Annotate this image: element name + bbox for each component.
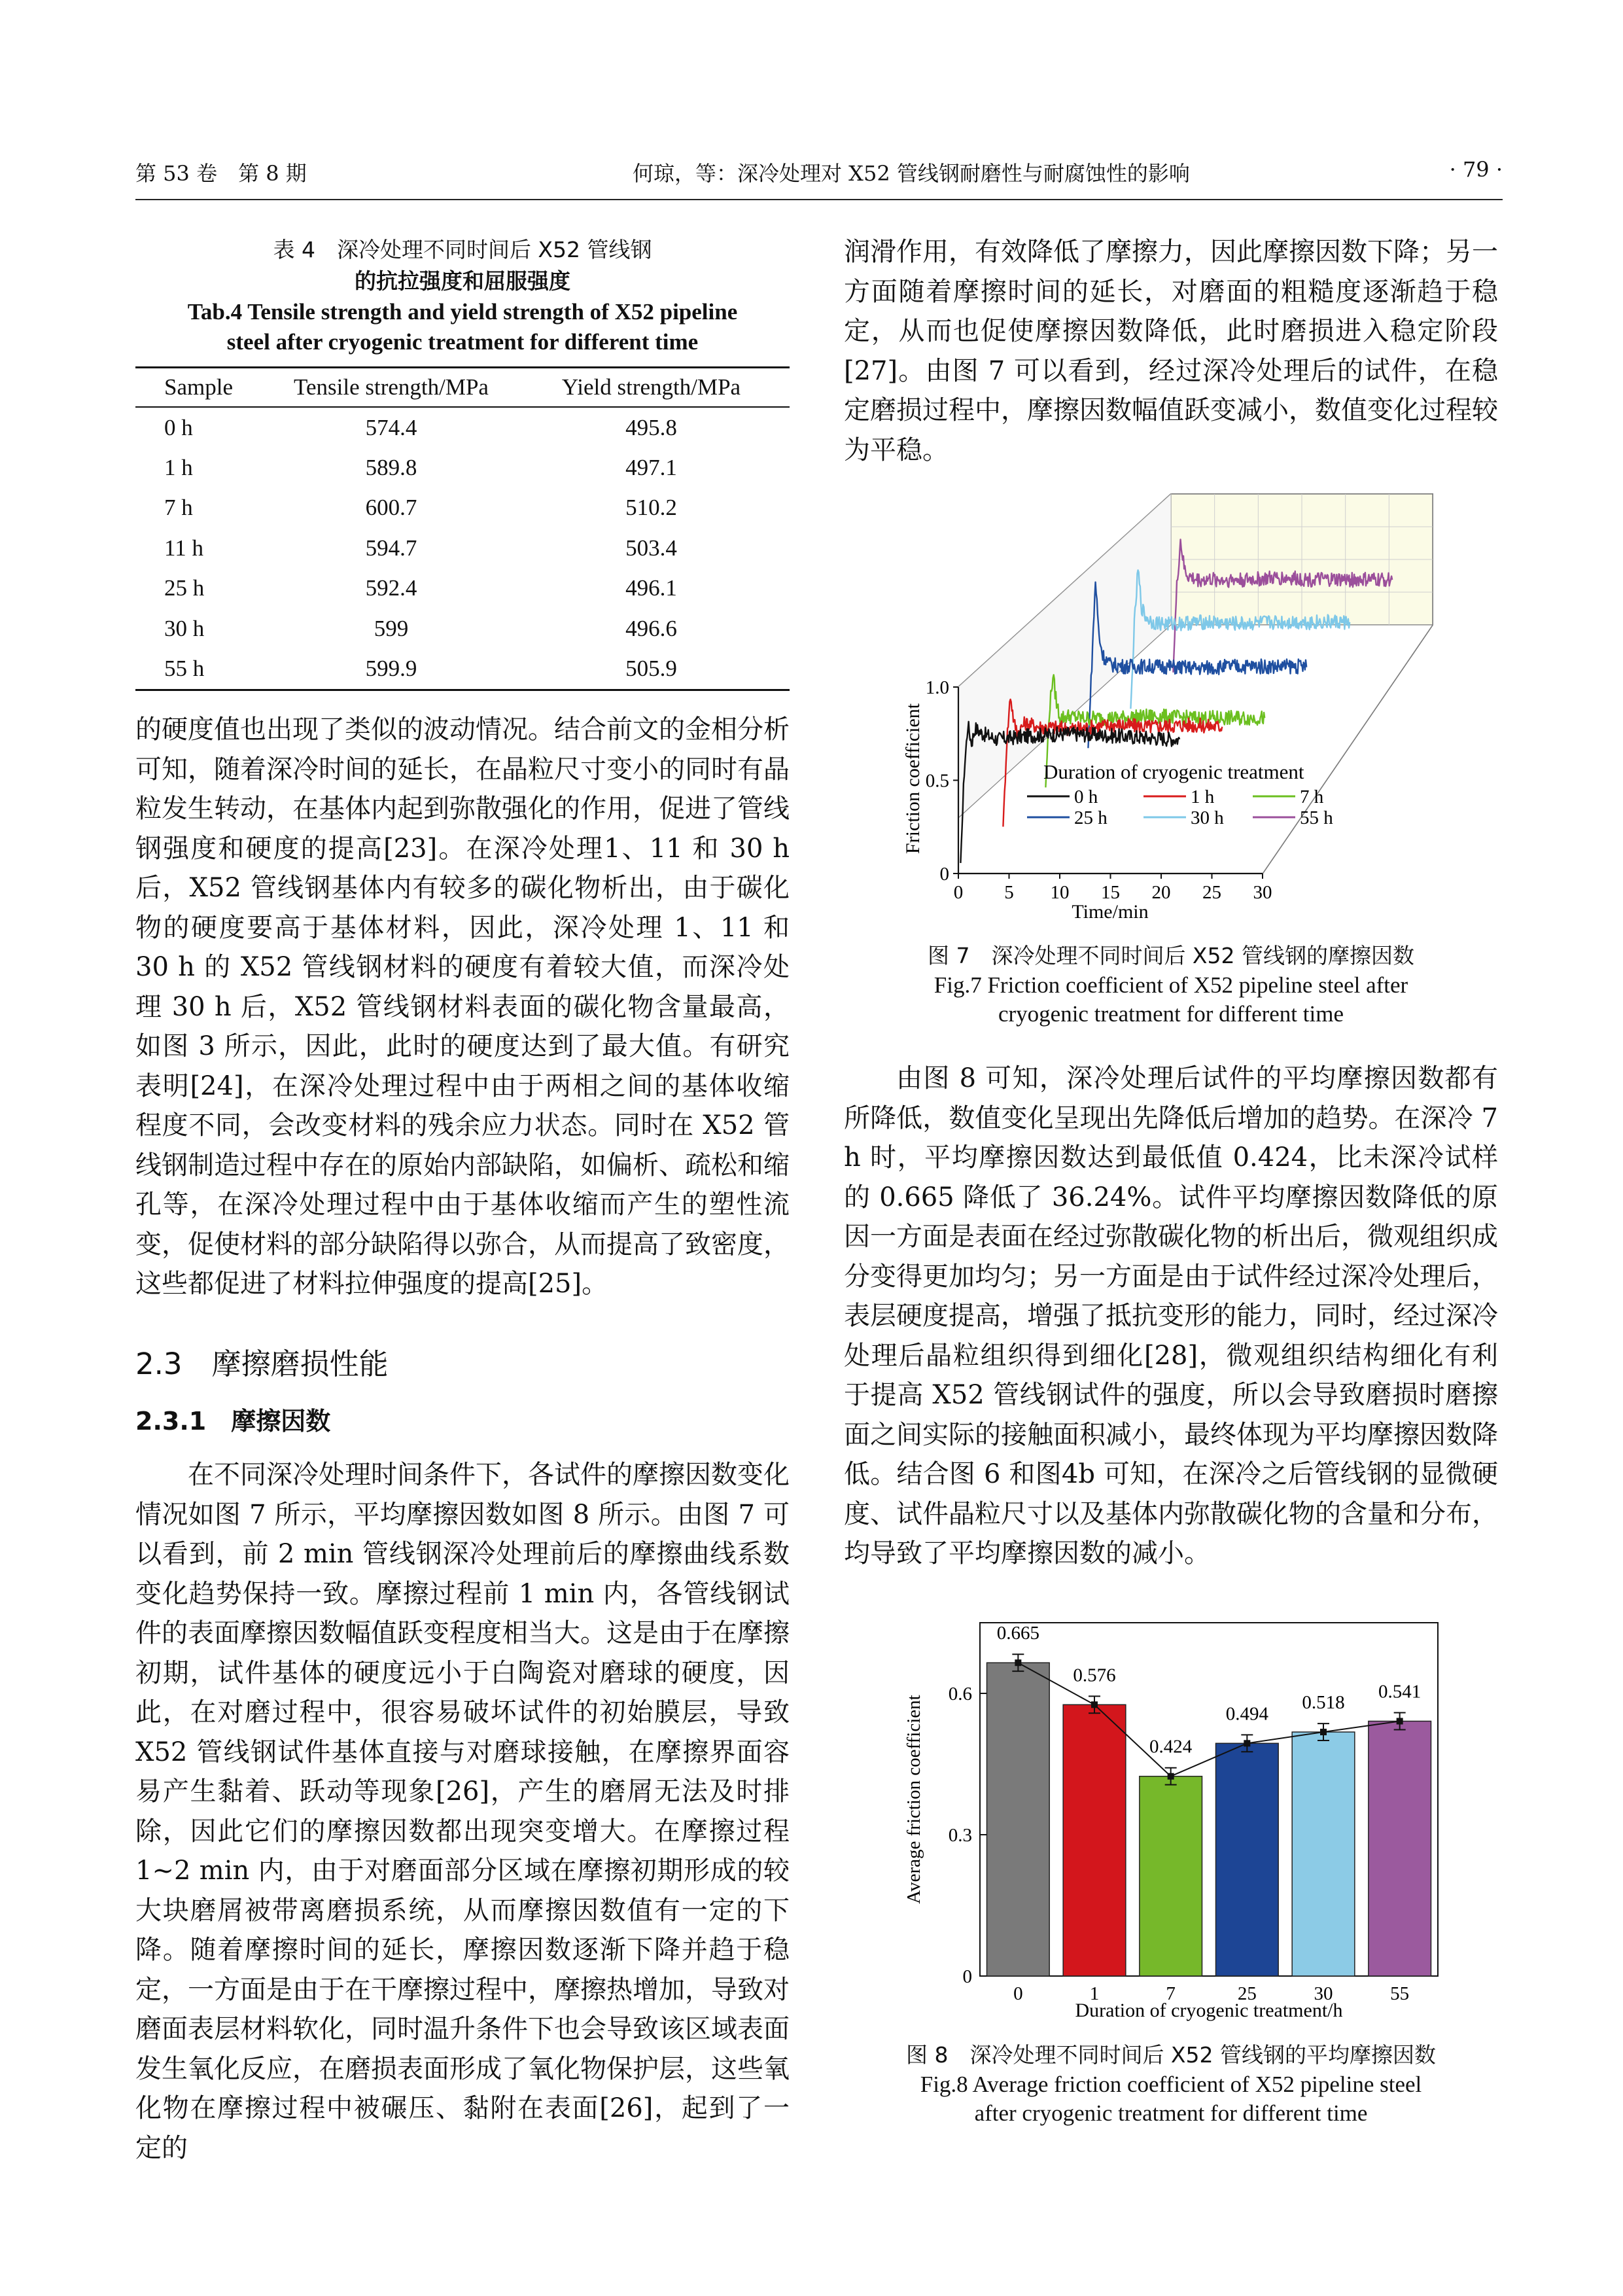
bar-value-label: 0.541 xyxy=(1378,1681,1422,1703)
cell-tensile: 599.9 xyxy=(270,648,513,690)
left-paragraph-2 xyxy=(135,1455,790,2168)
figure-8-caption-en-1: Fig.8 Average friction coefficient of X52 pipeline steel xyxy=(920,2072,1422,2097)
figure-7-caption xyxy=(844,941,1498,1029)
cell-tensile: 592.4 xyxy=(365,575,417,601)
figure-7-caption-en-2: cryogenic treatment for different time xyxy=(998,1001,1344,1027)
cell-tensile: 574.4 xyxy=(365,414,417,440)
figure-8-caption-en-2: after cryogenic treatment for different time xyxy=(974,2100,1368,2126)
header-rule xyxy=(135,199,1503,200)
legend-label: 1 h xyxy=(1191,786,1215,807)
y-axis-label: Average friction coefficient xyxy=(903,1695,924,1904)
bar-value-label: 0.576 xyxy=(1073,1665,1116,1686)
data-point xyxy=(1168,1773,1174,1780)
data-point xyxy=(1015,1659,1021,1666)
cell-yield: 510.2 xyxy=(625,495,677,521)
cell-sample: 11 h xyxy=(164,535,203,561)
bar xyxy=(1140,1776,1202,1976)
paragraph-text: 润滑作用，有效降低了摩擦力，因此摩擦因数下降；另一方面随着摩擦时间的延长，对磨面的粗糙度逐渐趋于稳定，从而也促使摩擦因数降低，此时磨损进入稳定阶段[27]。由图 7 可以看到，经过深冷处理后的试件，在稳定磨损过程中，摩擦因数幅值跃变减小，数值变化过程较为平稳。 xyxy=(844,237,1498,465)
page-header xyxy=(135,157,1503,196)
page-number: · 79 · xyxy=(1449,157,1503,182)
x-tick-label: 55 xyxy=(1390,1983,1410,2004)
cell-yield: 497.1 xyxy=(625,455,677,481)
x-tick-label: 0 xyxy=(1013,1983,1023,2004)
table-4 xyxy=(135,366,790,691)
bar-value-label: 0.518 xyxy=(1302,1692,1345,1714)
table-header-row xyxy=(135,368,790,408)
x-tick-label: 10 xyxy=(1050,882,1070,903)
legend-label: 30 h xyxy=(1191,807,1224,828)
cell-tensile: 589.8 xyxy=(365,455,417,481)
running-title: 何琼，等：深冷处理对 X52 管线钢耐磨性与耐腐蚀性的影响 xyxy=(633,161,1190,186)
y-tick-label: 0 xyxy=(939,864,949,885)
x-tick-label: 1 xyxy=(1089,1983,1100,2004)
x-axis-label: Time/min xyxy=(1072,901,1149,923)
table-header-tensile: Tensile strength/MPa xyxy=(270,368,513,408)
table-row xyxy=(135,528,790,568)
data-point xyxy=(1244,1740,1250,1746)
section-heading-2-3: 2.3 摩擦磨损性能 xyxy=(135,1347,389,1381)
cell-tensile: 600.7 xyxy=(365,495,417,521)
table-header-yield: Yield strength/MPa xyxy=(513,368,790,408)
table-row xyxy=(135,488,790,528)
section-heading-2-3-1: 2.3.1 摩擦因数 xyxy=(135,1407,331,1436)
bar-value-label: 0.665 xyxy=(996,1623,1039,1644)
cell-sample: 55 h xyxy=(135,648,270,690)
cell-yield: 503.4 xyxy=(625,535,677,561)
paragraph-text: 的硬度值也出现了类似的波动情况。结合前文的金相分析可知，随着深冷时间的延长，在晶粒尺寸变小的同时有晶粒发生转动，在基体内起到弥散强化的作用，促进了管线钢强度和硬度的提高[23]。在深冷处理1、11 和 30 h 后，X52 管线钢基体内有较多的碳化物析出，由于碳化物的硬度要高于基体材料，因此，深冷处理 1、11 和 30 h 的 X52 管线钢材料的硬度有着较大值，而深冷处理 30 h 后，X52 管线钢材料表面的碳化物含量最高，如图 3 所示，因此，此时的硬度达到了最大值。有研究表明[24]，在深冷处理过程中由于两相之间的基体收缩程度不同，会改变材料的残余应力状态。同时在 X52 管线钢制造过程中存在的原始内部缺陷，如偏析、疏松和缩孔等，在深冷处理过程中由于基体收缩而产生的塑性流变，促使材料的部分缺陷得以弥合，从而提高了致密度，这些都促进了材料拉伸强度的提高[25]。 xyxy=(135,715,790,1299)
bars xyxy=(987,1623,1431,1976)
x-axis-label: Duration of cryogenic treatment/h xyxy=(1075,2000,1343,2021)
right-paragraph-1 xyxy=(844,232,1498,470)
x-tick-label: 25 xyxy=(1237,1983,1257,2004)
x-tick-label: 5 xyxy=(1004,882,1014,903)
x-tick-label: 7 xyxy=(1166,1983,1176,2004)
y-tick-label: 0.5 xyxy=(925,770,949,792)
y-tick-label: 0.6 xyxy=(948,1684,972,1704)
figure-7-caption-en-1: Fig.7 Friction coefficient of X52 pipeline steel after xyxy=(934,972,1408,998)
figure-7 xyxy=(896,491,1472,936)
cell-yield: 505.9 xyxy=(513,648,790,690)
table-row xyxy=(135,648,790,690)
bar-value-label: 0.494 xyxy=(1225,1703,1268,1725)
cell-sample: 30 h xyxy=(164,615,205,641)
table-4-caption-cn-2: 的抗拉强度和屈服强度 xyxy=(355,268,570,294)
data-point xyxy=(1091,1701,1098,1708)
x-tick-label: 25 xyxy=(1202,882,1221,903)
cell-sample: 7 h xyxy=(164,495,193,521)
figure-7-caption-cn: 图 7 深冷处理不同时间后 X52 管线钢的摩擦因数 xyxy=(927,943,1415,968)
cell-sample: 25 h xyxy=(164,575,205,601)
figure-8-chart xyxy=(896,1616,1472,2035)
figure-8-caption xyxy=(844,2040,1498,2128)
legend-label: 0 h xyxy=(1074,786,1098,807)
bar xyxy=(1216,1743,1279,1976)
bar xyxy=(1292,1732,1355,1976)
table-4-block xyxy=(135,234,790,691)
x-tick-label: 0 xyxy=(953,882,964,903)
data-point xyxy=(1397,1718,1403,1724)
bar xyxy=(987,1663,1050,1976)
cell-sample: 1 h xyxy=(164,455,193,481)
cell-yield: 496.1 xyxy=(625,575,677,601)
cell-tensile: 594.7 xyxy=(365,535,417,561)
legend-label: 7 h xyxy=(1300,786,1324,807)
legend-title: Duration of cryogenic treatment xyxy=(1043,760,1304,783)
table-row xyxy=(135,448,790,487)
table-header-sample: Sample xyxy=(135,368,270,408)
paragraph-text: 由图 8 可知，深冷处理后试件的平均摩擦因数都有所降低，数值变化呈现出先降低后增加的趋势。在深冷 7 h 时，平均摩擦因数达到最低值 0.424，比未深冷试样的 0.665 降低了 36.24%。试件平均摩擦因数降低的原因一方面是表面在经过弥散碳化物的析出后，微观组织成分变得更加均匀；另一方面是由于试件经过深冷处理后，表层硬度提高，增强了抵抗变形的能力，同时，经过深冷处理后晶粒组织得到细化[28]，微观组织结构细化有利于提高 X52 管线钢试件的强度，所以会导致磨损时磨擦面之间实际的接触面积减小，最终体现为平均摩擦因数降低。结合图 6 和图4b 可知，在深冷之后管线钢的显微硬度、试件晶粒尺寸以及基体内弥散碳化物的含量和分布，均导致了平均摩擦因数的减小。 xyxy=(844,1063,1498,1568)
figure-8 xyxy=(896,1616,1472,2035)
x-tick-label: 30 xyxy=(1253,882,1272,903)
x-tick-label: 15 xyxy=(1101,882,1120,903)
table-row xyxy=(135,609,790,648)
journal-volume-issue: 第 53 卷 第 8 期 xyxy=(135,161,307,186)
bar xyxy=(1369,1721,1431,1976)
table-row xyxy=(135,407,790,448)
x-tick-label: 30 xyxy=(1314,1983,1333,2004)
left-paragraph-1 xyxy=(135,710,790,1304)
y-tick-label: 1.0 xyxy=(925,677,949,698)
y-axis-label: Friction coefficient xyxy=(902,703,924,855)
cell-sample: 0 h xyxy=(164,414,193,440)
cell-tensile: 599 xyxy=(374,615,409,641)
x-tick-label: 20 xyxy=(1151,882,1171,903)
y-tick-label: 0.3 xyxy=(948,1825,972,1846)
legend-label: 25 h xyxy=(1074,807,1108,828)
paragraph-text: 在不同深冷处理时间条件下，各试件的摩擦因数变化情况如图 7 所示，平均摩擦因数如图 8 所示。由图 7 可以看到，前 2 min 管线钢深冷处理前后的摩擦曲线系数变化趋势保持一致。摩擦过程前 1 min 内，各管线钢试件的表面摩擦因数幅值跃变程度相当大。这是由于在摩擦初期，试件基体的硬度远小于白陶瓷对磨球的硬度，因此，在对磨过程中，很容易破坏试件的初始膜层，导致 X52 管线钢试件基体直接与对磨球接触，在摩擦界面容易产生黏着、跃动等现象[26]，产生的磨屑无法及时排除，因此它们的摩擦因数都出现突变增大。在摩擦过程 1~2 min 内，由于对磨面部分区域在摩擦初期形成的较大块磨屑被带离磨损系统，从而摩擦因数值有一定的下降。随着摩擦时间的延长，摩擦因数逐渐下降并趋于稳定，一方面是由于在干摩擦过程中，摩擦热增加，导致对磨面表层材料软化，同时温升条件下也会导致该区域表面发生氧化反应，在磨损表面形成了氧化物保护层，这些氧化物在摩擦过程中被碾压、黏附在表面[26]，起到了一定的 xyxy=(135,1460,790,2163)
cell-yield: 495.8 xyxy=(625,414,677,440)
table-4-caption-en-1: Tab.4 Tensile strength and yield strength of X52 pipeline xyxy=(187,299,738,325)
table-row xyxy=(135,569,790,609)
cell-yield: 496.6 xyxy=(625,615,677,641)
table-4-caption-cn-1: 表 4 深冷处理不同时间后 X52 管线钢 xyxy=(273,237,652,262)
data-point xyxy=(1320,1729,1327,1735)
table-4-caption-en-2: steel after cryogenic treatment for different time xyxy=(226,329,699,355)
legend-label: 55 h xyxy=(1300,807,1333,828)
y-tick-label: 0 xyxy=(962,1966,972,1987)
figure-8-caption-cn: 图 8 深冷处理不同时间后 X52 管线钢的平均摩擦因数 xyxy=(905,2042,1437,2068)
bar-value-label: 0.424 xyxy=(1149,1736,1193,1757)
bar xyxy=(1063,1704,1126,1976)
figure-7-chart xyxy=(896,491,1472,936)
right-paragraph-2 xyxy=(844,1059,1498,1574)
